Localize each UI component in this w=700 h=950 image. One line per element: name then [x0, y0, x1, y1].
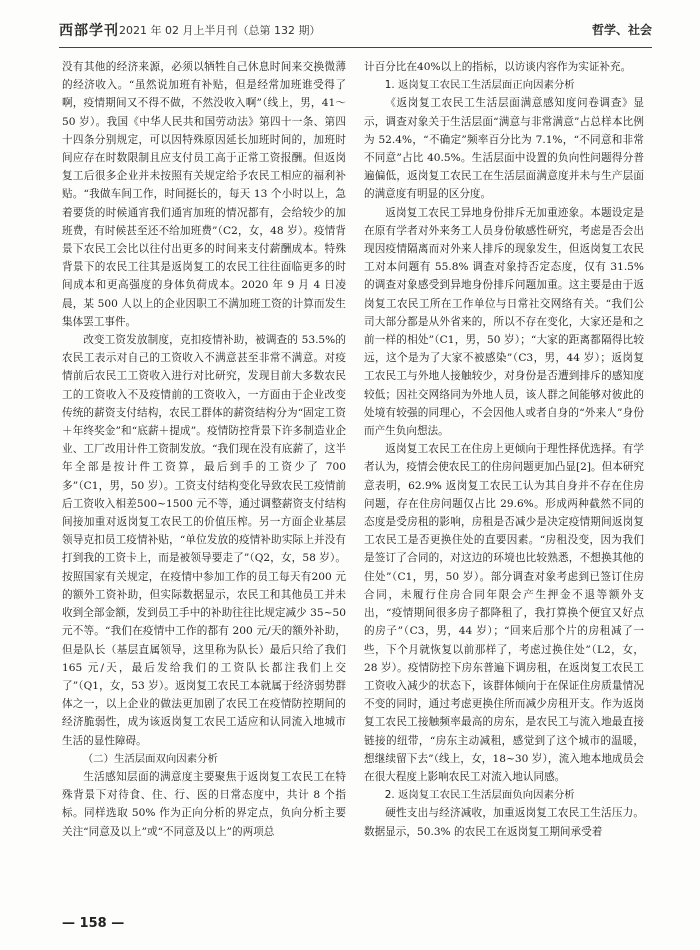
running-header [59, 14, 652, 44]
issue-info: 2021 年 02 月上半月刊（总第 132 期） [119, 24, 321, 37]
page-number: — 158 — [62, 916, 125, 931]
section-heading: 2. 返岗复工农民工生活层面负向因素分析 [384, 789, 575, 802]
body-paragraph: 计百分比在40%以上的指标，以访谈内容作为实证补充。 [364, 61, 632, 73]
body-paragraph: 返岗复工农民工在住房上更倾向于理性择优选择。有学者认为，疫情会使农民工的住房问题更加凸显[2]。但本研究意表明，62.9% 返岗复工农民工认为其自身并不存在住房问题，存在住房问题仅占比 29.6%。形成两种截然不同的态度是受房租的影响，房租是否减少是决定疫情期间返岗复工农民工是否更换住处的直要因素。“房租没变，因为我们是签订了合同的，对这边的环境也比较熟悉，不想换其他的住处”（C1，男，50 岁）。部分调查对象考虑到已签订住房合同，未履行住房合同年限会产生押金不退等额外支出，“疫情期间很多房子都降租了，我打算换个便宜又好点的房子”（C3，男，44 岁）；“回来后那个片的房租减了一些，下个月就恢复以前那样了，考虑过换住处”（L2，女，28 岁）。疫情防控下房东普遍下调房租，在返岗复工农民工工资收入减少的状态下，该群体倾向于在保证住房质量情况不变的同时，通过考虑更换住所而减少房租开支。作为返岗复工农民工接触频率最高的房东，是农民工与流入地最直接链接的纽带，“房东主动减租，感觉到了这个城市的温暖，想继续留下去”（线上，女，18~30 岁），流入地本地成员会在很大程度上影响农民工对流入地认同感。 [364, 443, 644, 783]
body-paragraph: 返岗复工农民工异地身份排斥无加重迹象。本题设定是在原有学者对外来务工人员身份敏感性研究，考虑是否会出现因疫情隔离而对外来人排斥的现象发生，但返岗复工农民工对本问题有 55.8% 调查对象持否定态度，仅有 31.5% 的调查对象感受到异地身份排斥问题加重。这主要是由于返岗复工农民工所在工作单位与日常社交网络有关。“我们公司大部分都是从外省来的，所以不存在变化，大家还是和之前一样的相处”（C1，男，50 岁）；“大家的距离都隔得比较远，这个是为了大家不被感染”（C3，男，44 岁）；返岗复工农民工与外地人接触较少，对身份是否遭到排斥的感知度较低；因社交网络同为外地人员，该人群之间能够对彼此的处境有较强的同理心，不会因他人或者自身的“外来人”身份而产生负向想法。 [364, 206, 644, 438]
body-paragraph: 生活感知层面的满意度主要聚焦于返岗复工农民工在特殊背景下对待食、住、行、医的日常态度中，共计 8 个指标。同样选取 50% 作为正向分析的界定点，负向分析主要关注“同意及以上”或“不同意及以上”的两项总 [62, 770, 346, 838]
left-column [62, 58, 346, 908]
right-column [364, 58, 644, 908]
section-label: 哲学、社会 [591, 23, 652, 37]
section-heading: 1. 返岗复工农民工生活层面正向因素分析 [384, 79, 575, 92]
header-rule [59, 47, 652, 48]
journal-logo: 西部学刊 [59, 23, 119, 39]
body-paragraph: 改变工资发放制度，克扣疫情补助，被调查的 53.5%的农民工表示对自己的工资收入不满意甚至非常不满意。对疫情前后农民工工资收入进行对比研究，发现目前大多数农民工的工资收入不及疫情前的工资收入，一方面由于企业改变传统的薪资支付结构，农民工群体的薪资结构分为“固定工资＋年终奖金”和“底薪＋提成”。疫情防控背景下许多制造业企业、工厂改用计件工资制发放。“我们现在没有底薪了，这半年全部是按计件工资算，最后到手的工资少了 700 多”（C1，男，50 岁）。工资支付结构变化导致农民工疫情前后工资收入相差500~1500 元不等，通过调整薪资支付结构间接加重对返岗复工农民工的价值压榨。另一方面企业基层领导克扣员工疫情补贴，“单位发放的疫情补助实际上并没有打到我的工资卡上，而是被领导要走了”（Q2，女，58 岁）。按照国家有关规定，在疫情中参加工作的员工每天有200 元的额外工资补助，但实际数据显示，农民工和其他员工并未收到全部金额，发到员工手中的补助往往比规定减少 35~50 元不等。“我们在疫情中工作的都有 200 元/天的额外补助，但是队长（基层直属领导，这里称为队长）最后只给了我们 165 元/天，最后发给我们的工资队长都注我们上交了”（Q1，女，53 岁）。返岗复工农民工本就属于经济弱势群体之一，以上企业的做法更加剧了农民工在疫情防控期间的经济脆弱性，成为该返岗复工农民工适应和认同流入地城市生活的显性障碍。 [62, 334, 346, 747]
body-paragraph: 没有其他的经济来源，必须以牺牲自己休息时间来交换微薄的经济收入。“虽然说加班有补贴，但是经常加班谁受得了啊，疫情期间又不得不做，不然没收入啊”（线上，男，41～50 岁）。我国《中华人民共和国劳动法》第四十一条、第四十四条分别规定，可以因特殊原因延长加班时间的，加班时间应存在时数限制且应支付员工高于正常工资报酬。但返岗复工后很多企业并未按照有关规定给予农民工相应的福利补贴。“我做车间工作，时间挺长的，每天 13 个小时以上，急着要货的时候通宵我们通宵加班的情况都有，会给较少的加班费，有时候甚至还不给加班费”（C2，女，48 岁）。疫情背景下农民工会比以往付出更多的时间来支付薪酬成本。特殊背景下的农民工往其是返岗复工的农民工往往面临更多的时间成本和更高强度的身体负荷成本。2020 年 9 月 4 日凌晨，某 500 人以上的企业因职工不满加班工资的计算而发生集体罢工事件。 [62, 61, 346, 328]
body-paragraph: 《返岗复工农民工生活层面满意感知度问卷调查》显示，调查对象关于生活层面“满意与非常满意”占总样本比例为 52.4%，“不确定”频率百分比为 7.1%，“不同意和非常不同意”占比 40.5%。生活层面中设置的负向性问题得分普遍偏低，返岗复工农民工在生活层面满意度并未与生产层面的满意度有明显的区分度。 [364, 97, 644, 201]
body-paragraph: 硬性支出与经济减收，加重返岗复工农民工生活压力。数据显示，50.3% 的农民工在返岗复工期间承受着 [364, 807, 644, 838]
section-heading: （二）生活层面双向因素分析 [82, 752, 218, 765]
